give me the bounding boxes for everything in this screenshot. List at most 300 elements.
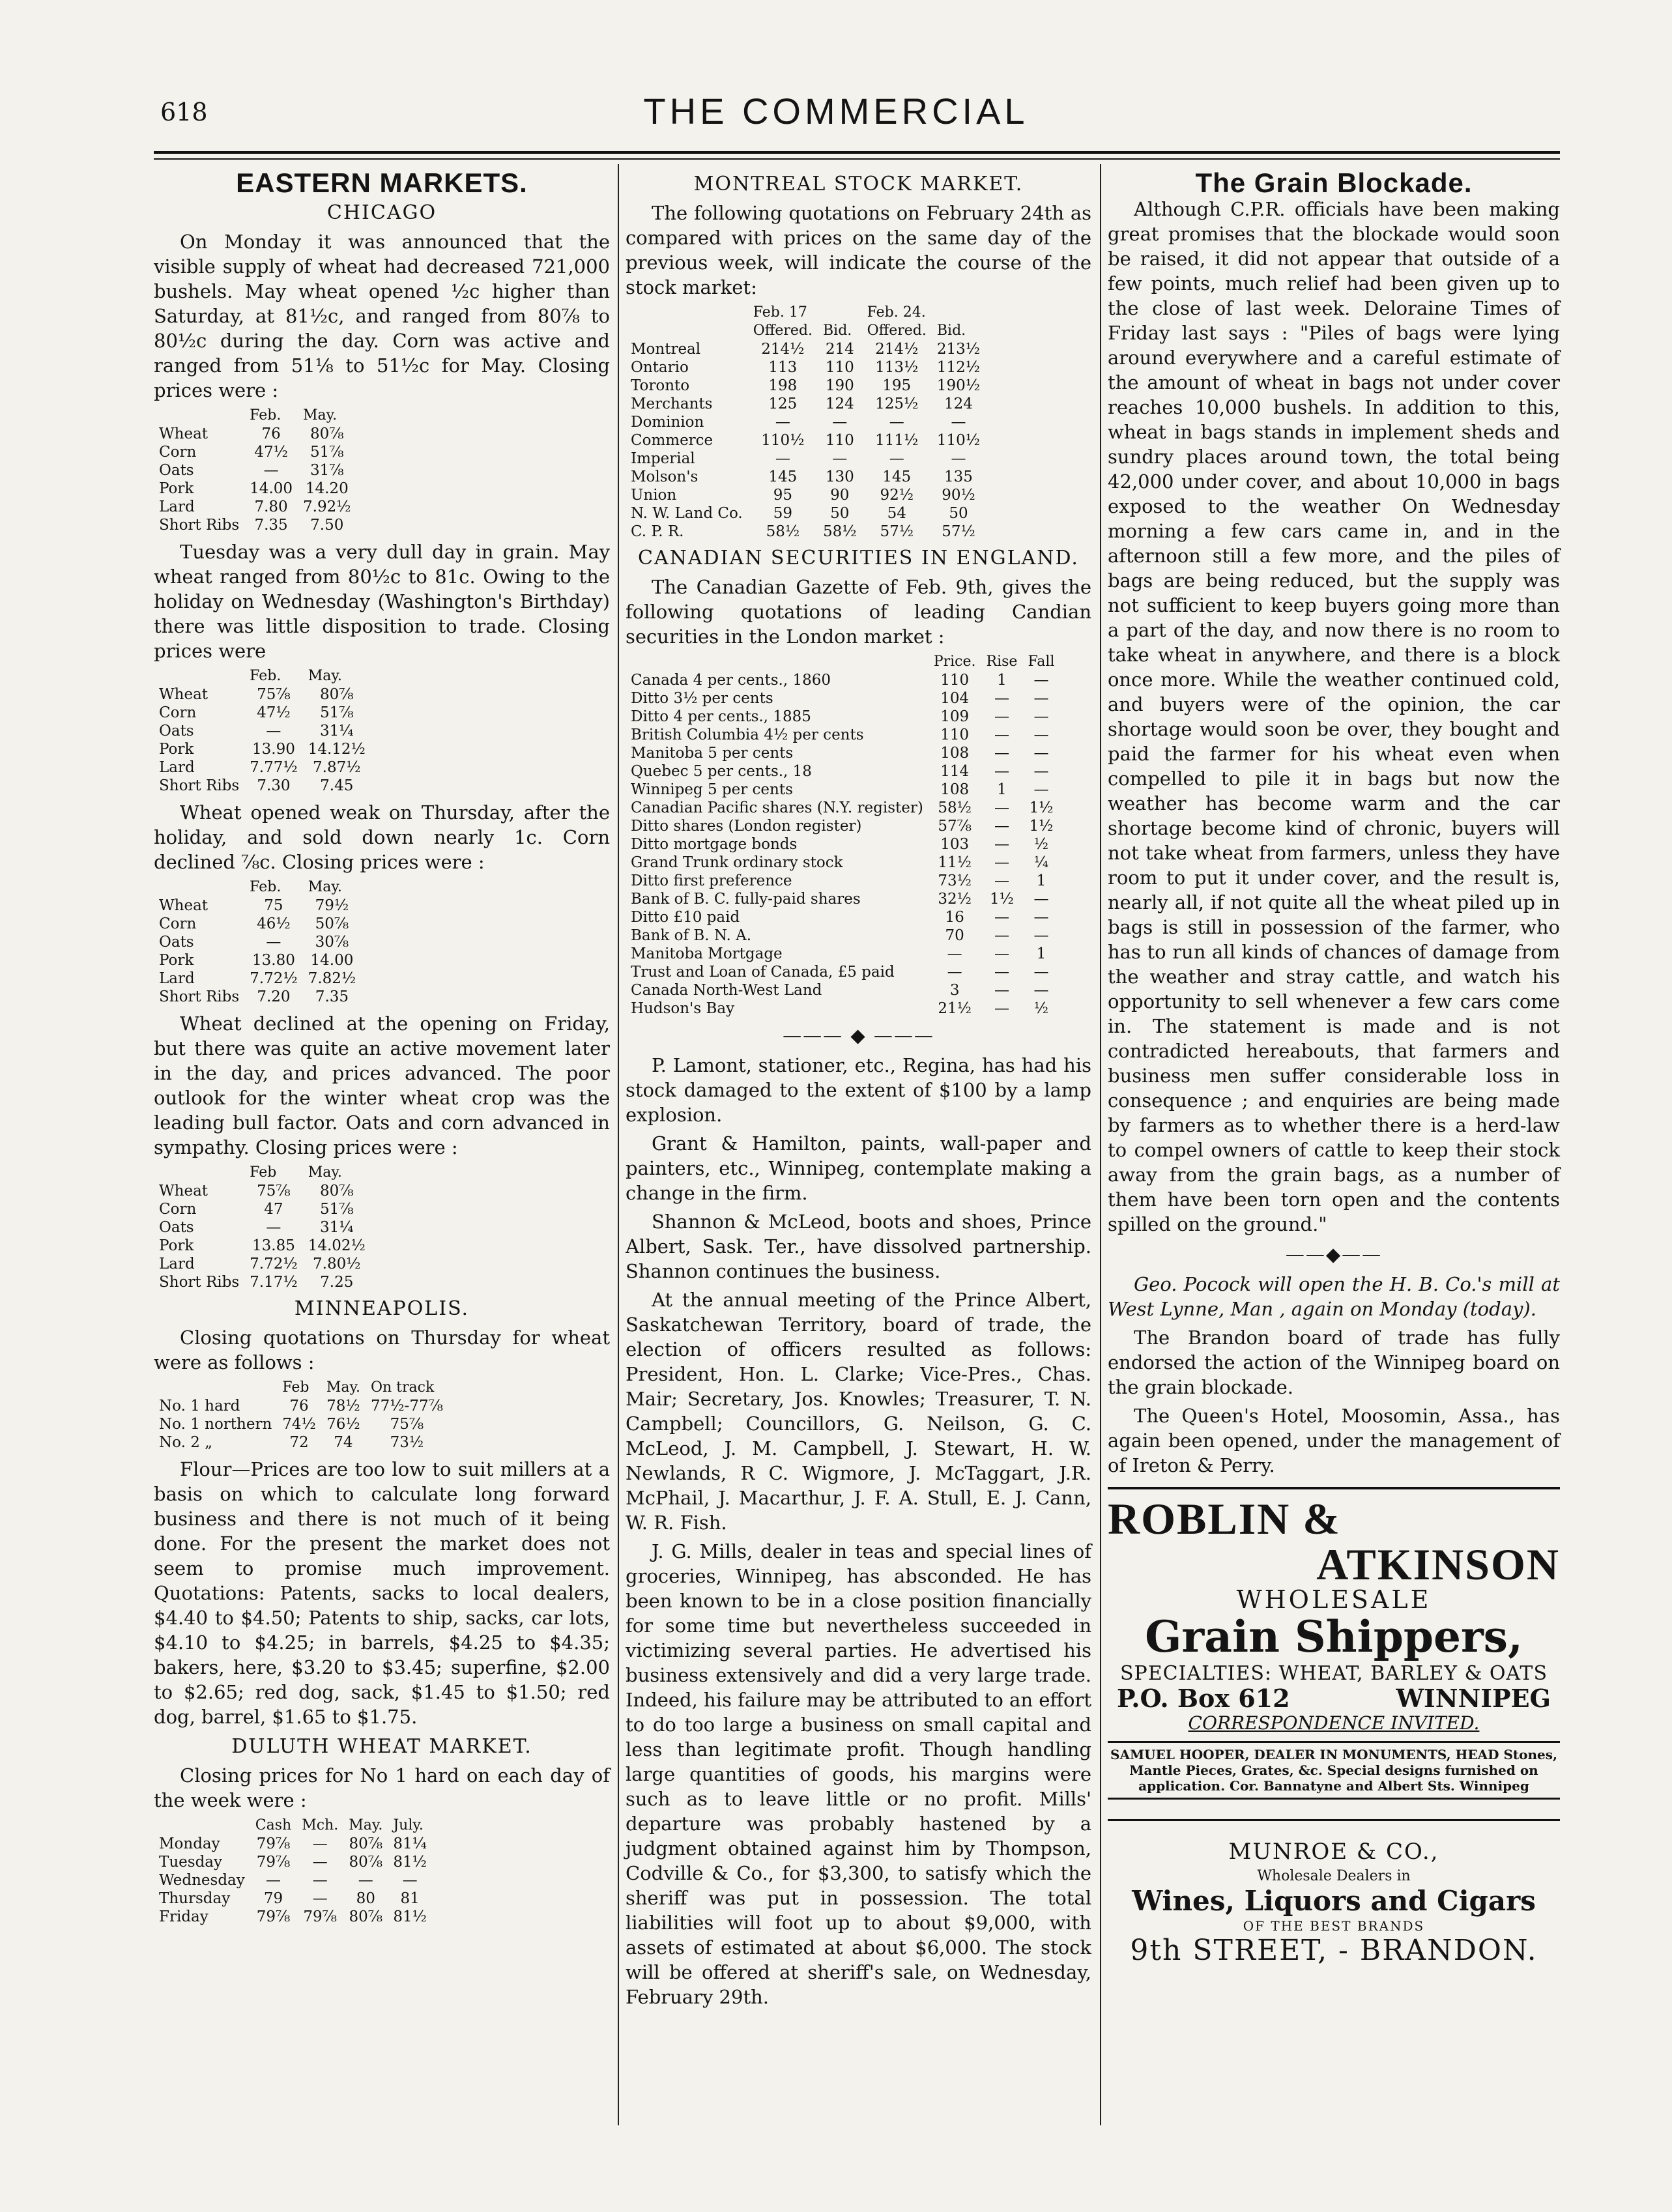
ornamental-divider: ——◆—— (1285, 1243, 1383, 1265)
price-cell: — (312, 1854, 328, 1871)
value-cell: 54 (887, 505, 906, 522)
value-cell: 90 (830, 487, 850, 504)
column-header: Cash (255, 1817, 292, 1833)
table-row (626, 358, 985, 377)
pocock-notice: Geo. Pocock will open the H. B. Co.'s mill at West Lynne, Man , again on Monday (today). (1108, 1273, 1560, 1320)
column-header: July. (393, 1817, 424, 1833)
table-row (154, 1433, 448, 1452)
row-label: Oats (159, 723, 194, 740)
table-row (154, 704, 371, 722)
column-header: Feb. (250, 668, 281, 684)
table-row (626, 872, 1059, 890)
canadian-securities-heading: CANADIAN SECURITIES IN ENGLAND. (638, 547, 1079, 569)
chicago-monday-prices (154, 407, 356, 534)
value-cell: 1½ (1029, 799, 1054, 816)
row-label: Corn (159, 915, 197, 932)
value-cell: — (947, 964, 962, 981)
value-cell: 111½ (875, 432, 919, 449)
column-header: May. (303, 407, 338, 424)
table-row (154, 1415, 448, 1433)
montreal-intro: The following quotations on February 24th as compared with prices on the same day of the previous week, will indicate the course of the stock market: (626, 202, 1091, 298)
value-cell: — (1033, 708, 1049, 725)
row-label: Canadian Pacific shares (N.Y. register) (631, 799, 923, 816)
masthead-title: THE COMMERCIAL (643, 91, 1029, 132)
header-blank (154, 1817, 250, 1835)
price-cell: 7.82½ (308, 970, 356, 987)
table-row (154, 915, 361, 933)
value-cell: 104 (940, 690, 970, 707)
row-label: Montreal (631, 341, 701, 358)
page-number: 618 (160, 98, 208, 126)
value-cell: 110½ (761, 432, 805, 449)
value-cell: — (1033, 927, 1049, 944)
row-label: Oats (159, 934, 194, 951)
price-cell: 80⅞ (349, 1854, 383, 1871)
price-cell: — (263, 462, 279, 479)
price-cell: 7.80½ (313, 1256, 361, 1272)
value-cell: — (1033, 763, 1049, 780)
value-cell: 190 (825, 377, 854, 394)
value-cell: 95 (773, 487, 792, 504)
table-row (626, 926, 1059, 945)
ad-city: WINNIPEG (1396, 1684, 1551, 1713)
row-label: Lard (159, 1256, 195, 1272)
value-cell: 50 (830, 505, 850, 522)
price-cell: 14.12½ (308, 741, 366, 758)
value-cell: 57½ (942, 523, 975, 540)
stock-date-feb24: Feb. 24. (867, 304, 926, 321)
value-cell: 92½ (880, 487, 914, 504)
table-row (154, 685, 371, 704)
table-row (154, 758, 371, 777)
price-cell: 81 (400, 1890, 420, 1907)
col-offered: Offered. (753, 323, 813, 339)
news-item: P. Lamont, stationer, etc., Regina, has had his stock damaged to the extent of $100 by a lamp explosion. (626, 1054, 1091, 1126)
value-cell: 1 (1036, 872, 1046, 889)
table-row (154, 425, 356, 443)
price-cell: 74½ (282, 1416, 316, 1433)
col-bid: Bid. (936, 323, 966, 339)
header-blank (154, 1379, 277, 1397)
value-cell: 1 (997, 672, 1007, 689)
price-cell: 80⅞ (310, 425, 344, 442)
price-cell: 14.00 (250, 480, 293, 497)
row-label: Ontario (631, 359, 689, 376)
column-divider (618, 164, 619, 2125)
table-row (154, 1397, 448, 1415)
row-label: No. 1 northern (159, 1416, 272, 1433)
ad-grain-shippers: Grain Shippers, (1145, 1611, 1523, 1662)
price-cell: — (402, 1872, 418, 1889)
value-cell: 190½ (936, 377, 981, 394)
price-cell: 7.30 (257, 777, 291, 794)
price-cell: 80⅞ (319, 686, 354, 703)
price-cell: 7.45 (320, 777, 354, 794)
row-label: Friday (159, 1908, 209, 1925)
table-row (154, 443, 356, 461)
column-header: May. (326, 1379, 360, 1396)
table-row (626, 486, 985, 504)
value-cell: 108 (940, 781, 970, 798)
value-cell: 198 (768, 377, 798, 394)
stock-date-feb17: Feb. 17 (753, 304, 807, 321)
price-cell: 74 (334, 1434, 353, 1451)
price-cell: 14.20 (305, 480, 349, 497)
row-label: Corn (159, 704, 197, 721)
masthead-rule (154, 151, 1560, 154)
price-cell: 51⅞ (319, 1201, 354, 1218)
value-cell: — (994, 964, 1009, 981)
minneapolis-heading: MINNEAPOLIS. (294, 1297, 470, 1320)
value-cell: 110 (825, 432, 854, 449)
eastern-markets-heading: EASTERN MARKETS. (236, 167, 528, 198)
price-cell: 7.25 (320, 1274, 354, 1291)
column-stock-market (626, 167, 1091, 2013)
ad-address-line (1108, 1686, 1560, 1711)
price-cell: 76 (289, 1398, 309, 1415)
table-row (154, 1200, 371, 1218)
value-cell: 112½ (936, 359, 981, 376)
table-row (154, 951, 361, 970)
header-blank (154, 667, 244, 685)
value-cell: — (994, 836, 1009, 853)
table-row (626, 835, 1059, 854)
ad-firm-name: ATKINSON (1316, 1540, 1560, 1589)
row-label: Oats (159, 462, 194, 479)
table-row (626, 413, 985, 431)
price-cell: 31⅞ (310, 462, 344, 479)
row-label: Dominion (631, 414, 704, 431)
value-cell: 59 (773, 505, 792, 522)
row-label: Lard (159, 498, 195, 515)
table-row (154, 1182, 371, 1200)
col-fall: Fall (1028, 654, 1055, 670)
row-label: British Columbia 4½ per cents (631, 726, 864, 743)
table-row (626, 726, 1059, 744)
price-cell: 7.80 (254, 498, 288, 515)
table-row (154, 1889, 432, 1908)
value-cell: — (1033, 745, 1049, 762)
row-label: Pork (159, 741, 194, 758)
price-cell: 47½ (254, 444, 288, 461)
duluth-paragraph: Closing prices for No 1 hard on each day of the week were : (154, 1764, 610, 1811)
table-row (626, 689, 1059, 708)
munroe-dealers: Wholesale Dealers in (1257, 1868, 1411, 1884)
price-cell: 79 (263, 1890, 283, 1907)
row-label: Corn (159, 444, 197, 461)
row-label: Short Ribs (159, 988, 240, 1005)
value-cell: — (889, 414, 904, 431)
row-label: Monday (159, 1835, 220, 1852)
row-label: Manitoba Mortgage (631, 945, 783, 962)
chicago-friday-prices (154, 1164, 371, 1291)
table-row (626, 523, 985, 541)
column-header: May. (308, 879, 342, 895)
row-label: Hudson's Bay (631, 1000, 735, 1017)
price-cell: 81¼ (393, 1835, 427, 1852)
row-label: Wednesday (159, 1872, 245, 1889)
row-label: Pork (159, 952, 194, 969)
value-cell: 16 (945, 909, 964, 926)
table-row (154, 1871, 432, 1889)
row-label: Pork (159, 480, 194, 497)
price-cell: 80⅞ (349, 1908, 383, 1925)
column-eastern-markets (154, 167, 610, 1931)
price-cell: 47½ (257, 704, 291, 721)
price-cell: 76½ (326, 1416, 360, 1433)
col-price: Price. (933, 654, 976, 670)
price-cell: 51⅞ (319, 704, 354, 721)
row-label: Tuesday (159, 1854, 222, 1871)
price-cell: 80⅞ (319, 1183, 354, 1199)
chicago-monday-paragraph: On Monday it was announced that the visible supply of wheat had decreased 721,000 bushels. May wheat opened ½c higher than Saturday, at 81½c, and ranged from 80⅞ to 80½c during the day. Corn was active and ranged from 51⅛ to 51½c for May. Closing prices were : (154, 231, 610, 401)
value-cell: — (994, 854, 1009, 871)
value-cell: 110 (940, 726, 970, 743)
value-cell: — (951, 414, 966, 431)
value-cell: 3 (949, 982, 960, 999)
ad-po-box: P.O. Box 612 (1117, 1684, 1290, 1713)
price-cell: 79½ (315, 897, 349, 914)
value-cell: — (994, 945, 1009, 962)
value-cell: 130 (825, 468, 854, 485)
value-cell: 110 (825, 359, 854, 376)
price-cell: 75⅞ (390, 1416, 424, 1433)
value-cell: 214½ (875, 341, 919, 358)
table-row (626, 945, 1059, 963)
value-cell: — (994, 872, 1009, 889)
table-row (626, 890, 1059, 908)
column-header: Feb. (250, 407, 281, 424)
table-row (626, 468, 985, 486)
table-row (154, 1853, 432, 1871)
table-row (154, 1255, 371, 1273)
munroe-brands: OF THE BEST BRANDS (1243, 1918, 1425, 1934)
table-row (626, 999, 1059, 1018)
value-cell: — (832, 414, 848, 431)
table-row (626, 340, 985, 358)
table-row (154, 970, 361, 988)
value-cell: — (775, 414, 790, 431)
price-cell: 75⅞ (257, 686, 291, 703)
column-grain-blockade (1108, 167, 1560, 1967)
price-cell: 81½ (393, 1854, 427, 1871)
value-cell: — (832, 450, 848, 467)
value-cell: 57⅞ (938, 818, 972, 835)
table-row (626, 744, 1059, 762)
price-cell: 7.87½ (313, 759, 361, 776)
table-row (626, 395, 985, 413)
value-cell: — (994, 726, 1009, 743)
munroe-address: 9th STREET, - BRANDON. (1130, 1934, 1538, 1967)
row-label: No. 1 hard (159, 1398, 240, 1415)
row-label: Corn (159, 1201, 197, 1218)
row-label: Thursday (159, 1890, 231, 1907)
row-label: Winnipeg 5 per cents (631, 781, 793, 798)
munroe-products: Wines, Liquors and Cigars (1132, 1885, 1536, 1917)
price-cell: 30⅞ (315, 934, 349, 951)
price-cell: 7.35 (315, 988, 349, 1005)
ad-firm-name: ROBLIN & (1108, 1494, 1341, 1544)
table-row (626, 504, 985, 523)
price-cell: 76 (261, 425, 281, 442)
price-cell: 7.72½ (250, 1256, 298, 1272)
price-cell: 77½-77⅞ (370, 1398, 443, 1415)
value-cell: 145 (768, 468, 798, 485)
table-row (154, 777, 371, 795)
row-label: Ditto 4 per cents., 1885 (631, 708, 811, 725)
price-cell: 80⅞ (349, 1835, 383, 1852)
row-label: Imperial (631, 450, 695, 467)
value-cell: 124 (944, 395, 973, 412)
montreal-stock-table (626, 304, 985, 541)
value-cell: — (775, 450, 790, 467)
row-label: Toronto (631, 377, 690, 394)
value-cell: 58½ (823, 523, 857, 540)
value-cell: 214½ (761, 341, 805, 358)
row-label: Wheat (159, 425, 209, 442)
table-row (154, 933, 361, 951)
value-cell: — (889, 450, 904, 467)
row-label: No. 2 „ (159, 1434, 213, 1451)
table-row (626, 762, 1059, 781)
row-label: Wheat (159, 897, 209, 914)
value-cell: 73½ (938, 872, 972, 889)
row-label: Pork (159, 1237, 194, 1254)
value-cell: — (947, 945, 962, 962)
row-label: Lard (159, 970, 195, 987)
col-bid: Bid. (823, 323, 852, 339)
table-row (154, 1835, 432, 1853)
value-cell: 114 (940, 763, 970, 780)
table-row (154, 988, 361, 1006)
value-cell: — (1033, 982, 1049, 999)
montreal-heading: MONTREAL STOCK MARKET. (693, 173, 1024, 195)
row-label: Ditto first preference (631, 872, 792, 889)
price-cell: 46½ (257, 915, 291, 932)
row-label: Canada 4 per cents., 1860 (631, 672, 831, 689)
price-cell: 7.72½ (250, 970, 298, 987)
roblin-atkinson-advertisement (1108, 1487, 1560, 1800)
value-cell: — (1033, 781, 1049, 798)
munroe-advertisement (1108, 1819, 1560, 1967)
row-label: Quebec 5 per cents., 18 (631, 763, 812, 780)
price-cell: 79⅞ (256, 1835, 291, 1852)
value-cell: 32½ (938, 891, 972, 908)
chicago-tuesday-paragraph: Tuesday was a very dull day in grain. May wheat ranged from 80½c to 81c. Owing to the holiday on Wednesday (Washington's Birthday) there was little disposition to trade. Closing prices were (154, 541, 610, 662)
price-cell: 47 (264, 1201, 283, 1218)
price-cell: 14.00 (310, 952, 354, 969)
minneapolis-paragraph: Closing quotations on Thursday for wheat were as follows : (154, 1327, 610, 1373)
value-cell: — (994, 708, 1009, 725)
header-blank (154, 1164, 244, 1182)
value-cell: 1 (1036, 945, 1046, 962)
ad-correspondence: CORRESPONDENCE INVITED. (1188, 1712, 1480, 1734)
row-label: Bank of B. C. fully-paid shares (631, 891, 861, 908)
row-label: Commerce (631, 432, 713, 449)
munroe-firm-name: MUNROE & CO., (1228, 1839, 1439, 1865)
price-cell: 7.20 (257, 988, 291, 1005)
row-label: Merchants (631, 395, 713, 412)
value-cell: 195 (882, 377, 912, 394)
value-cell: — (1033, 891, 1049, 908)
row-label: Short Ribs (159, 777, 240, 794)
row-label: Manitoba 5 per cents (631, 745, 794, 762)
value-cell: 113½ (875, 359, 919, 376)
value-cell: 109 (940, 708, 970, 725)
column-header: Mch. (302, 1817, 339, 1833)
row-label: Ditto shares (London register) (631, 818, 862, 835)
column-header: Feb (282, 1379, 310, 1396)
row-label: N. W. Land Co. (631, 505, 743, 522)
table-row (154, 498, 356, 516)
price-cell: — (312, 1835, 328, 1852)
price-cell: 73½ (390, 1434, 424, 1451)
table-row (626, 377, 985, 395)
value-cell: — (1033, 726, 1049, 743)
securities-table (626, 653, 1059, 1018)
masthead-rule-thin (154, 158, 1560, 160)
canadian-securities-intro: The Canadian Gazette of Feb. 9th, gives the following quotations of leading Candian securities in the London market : (626, 576, 1091, 648)
price-cell: — (266, 934, 281, 951)
value-cell: 103 (940, 836, 970, 853)
price-cell: 75 (264, 897, 283, 914)
row-label: Grand Trunk ordinary stock (631, 854, 843, 871)
col-rise: Rise (986, 654, 1018, 670)
price-cell: 13.80 (252, 952, 295, 969)
price-cell: 13.90 (252, 741, 295, 758)
header-blank (154, 407, 244, 425)
price-cell: 14.02½ (308, 1237, 366, 1254)
column-header: Feb (250, 1164, 277, 1181)
price-cell: 72 (289, 1434, 309, 1451)
price-cell: 7.77½ (250, 759, 298, 776)
value-cell: — (994, 818, 1009, 835)
price-cell: 78½ (326, 1398, 360, 1415)
table-row (626, 817, 1059, 835)
table-row (154, 1218, 371, 1237)
price-cell: 13.85 (252, 1237, 295, 1254)
price-cell: — (265, 1872, 281, 1889)
value-cell: 1 (997, 781, 1007, 798)
price-cell: 79⅞ (256, 1854, 291, 1871)
ad-wholesale: WHOLESALE (1236, 1585, 1432, 1614)
queens-hotel-notice: The Queen's Hotel, Moosomin, Assa., has again been opened, under the management of of Ireton & Perry. (1108, 1405, 1560, 1476)
column-header: Feb. (250, 879, 281, 895)
table-row (626, 854, 1059, 872)
flour-paragraph: Flour—Prices are too low to suit millers at a basis on which to calculate long forward business and there is not much of it being done. For the present the market does not seem to promise much improvement. Quotations: Patents, sacks to local dealers, $4.40 to $4.50; Patents to ship, sacks, car lots, $4.10 to $4.25; in barrels, $4.25 to $4.35; bakers, here, $3.20 to $3.45; superfine, $2.00 to $2.65; red dog, sack, $1.45 to $1.50; red dog, barrel, $1.65 to $1.75. (154, 1458, 610, 1728)
row-label: Molson's (631, 468, 699, 485)
value-cell: — (994, 799, 1009, 816)
value-cell: 110½ (936, 432, 981, 449)
news-item: At the annual meeting of the Prince Albert, Saskatchewan Territory, board of trade, the election of officers resulted as follows: President, Hon. L. Clarke; Vice-Pres., Chas. Mair; Secretary, Jos. Knowles; Treasurer, T. N. Campbell; Councillors, G. Neilson, G. C. McLeod, J. M. Campbell, J. Stewart, H. W. Newlands, R C. Wigmore, J. McTaggart, J.R. McPhail, J. Macarthur, J. F. A. Stull, E. J. Cann, W. R. Fish. (626, 1289, 1091, 1534)
value-cell: 57½ (880, 523, 914, 540)
table-row (626, 708, 1059, 726)
value-cell: — (994, 763, 1009, 780)
price-cell: — (312, 1872, 328, 1889)
column-header: On track (370, 1379, 435, 1396)
value-cell: 145 (882, 468, 912, 485)
price-cell: 7.50 (310, 517, 344, 534)
value-cell: ¼ (1033, 854, 1049, 871)
table-row (626, 431, 985, 450)
column-divider (1100, 164, 1101, 2125)
row-label: Bank of B. N. A. (631, 927, 752, 944)
value-cell: ½ (1033, 836, 1049, 853)
ad-specialties: SPECIALTIES: WHEAT, BARLEY & OATS (1119, 1662, 1548, 1685)
value-cell: ½ (1033, 1000, 1049, 1017)
value-cell: — (1033, 672, 1049, 689)
chicago-heading: CHICAGO (326, 201, 437, 224)
